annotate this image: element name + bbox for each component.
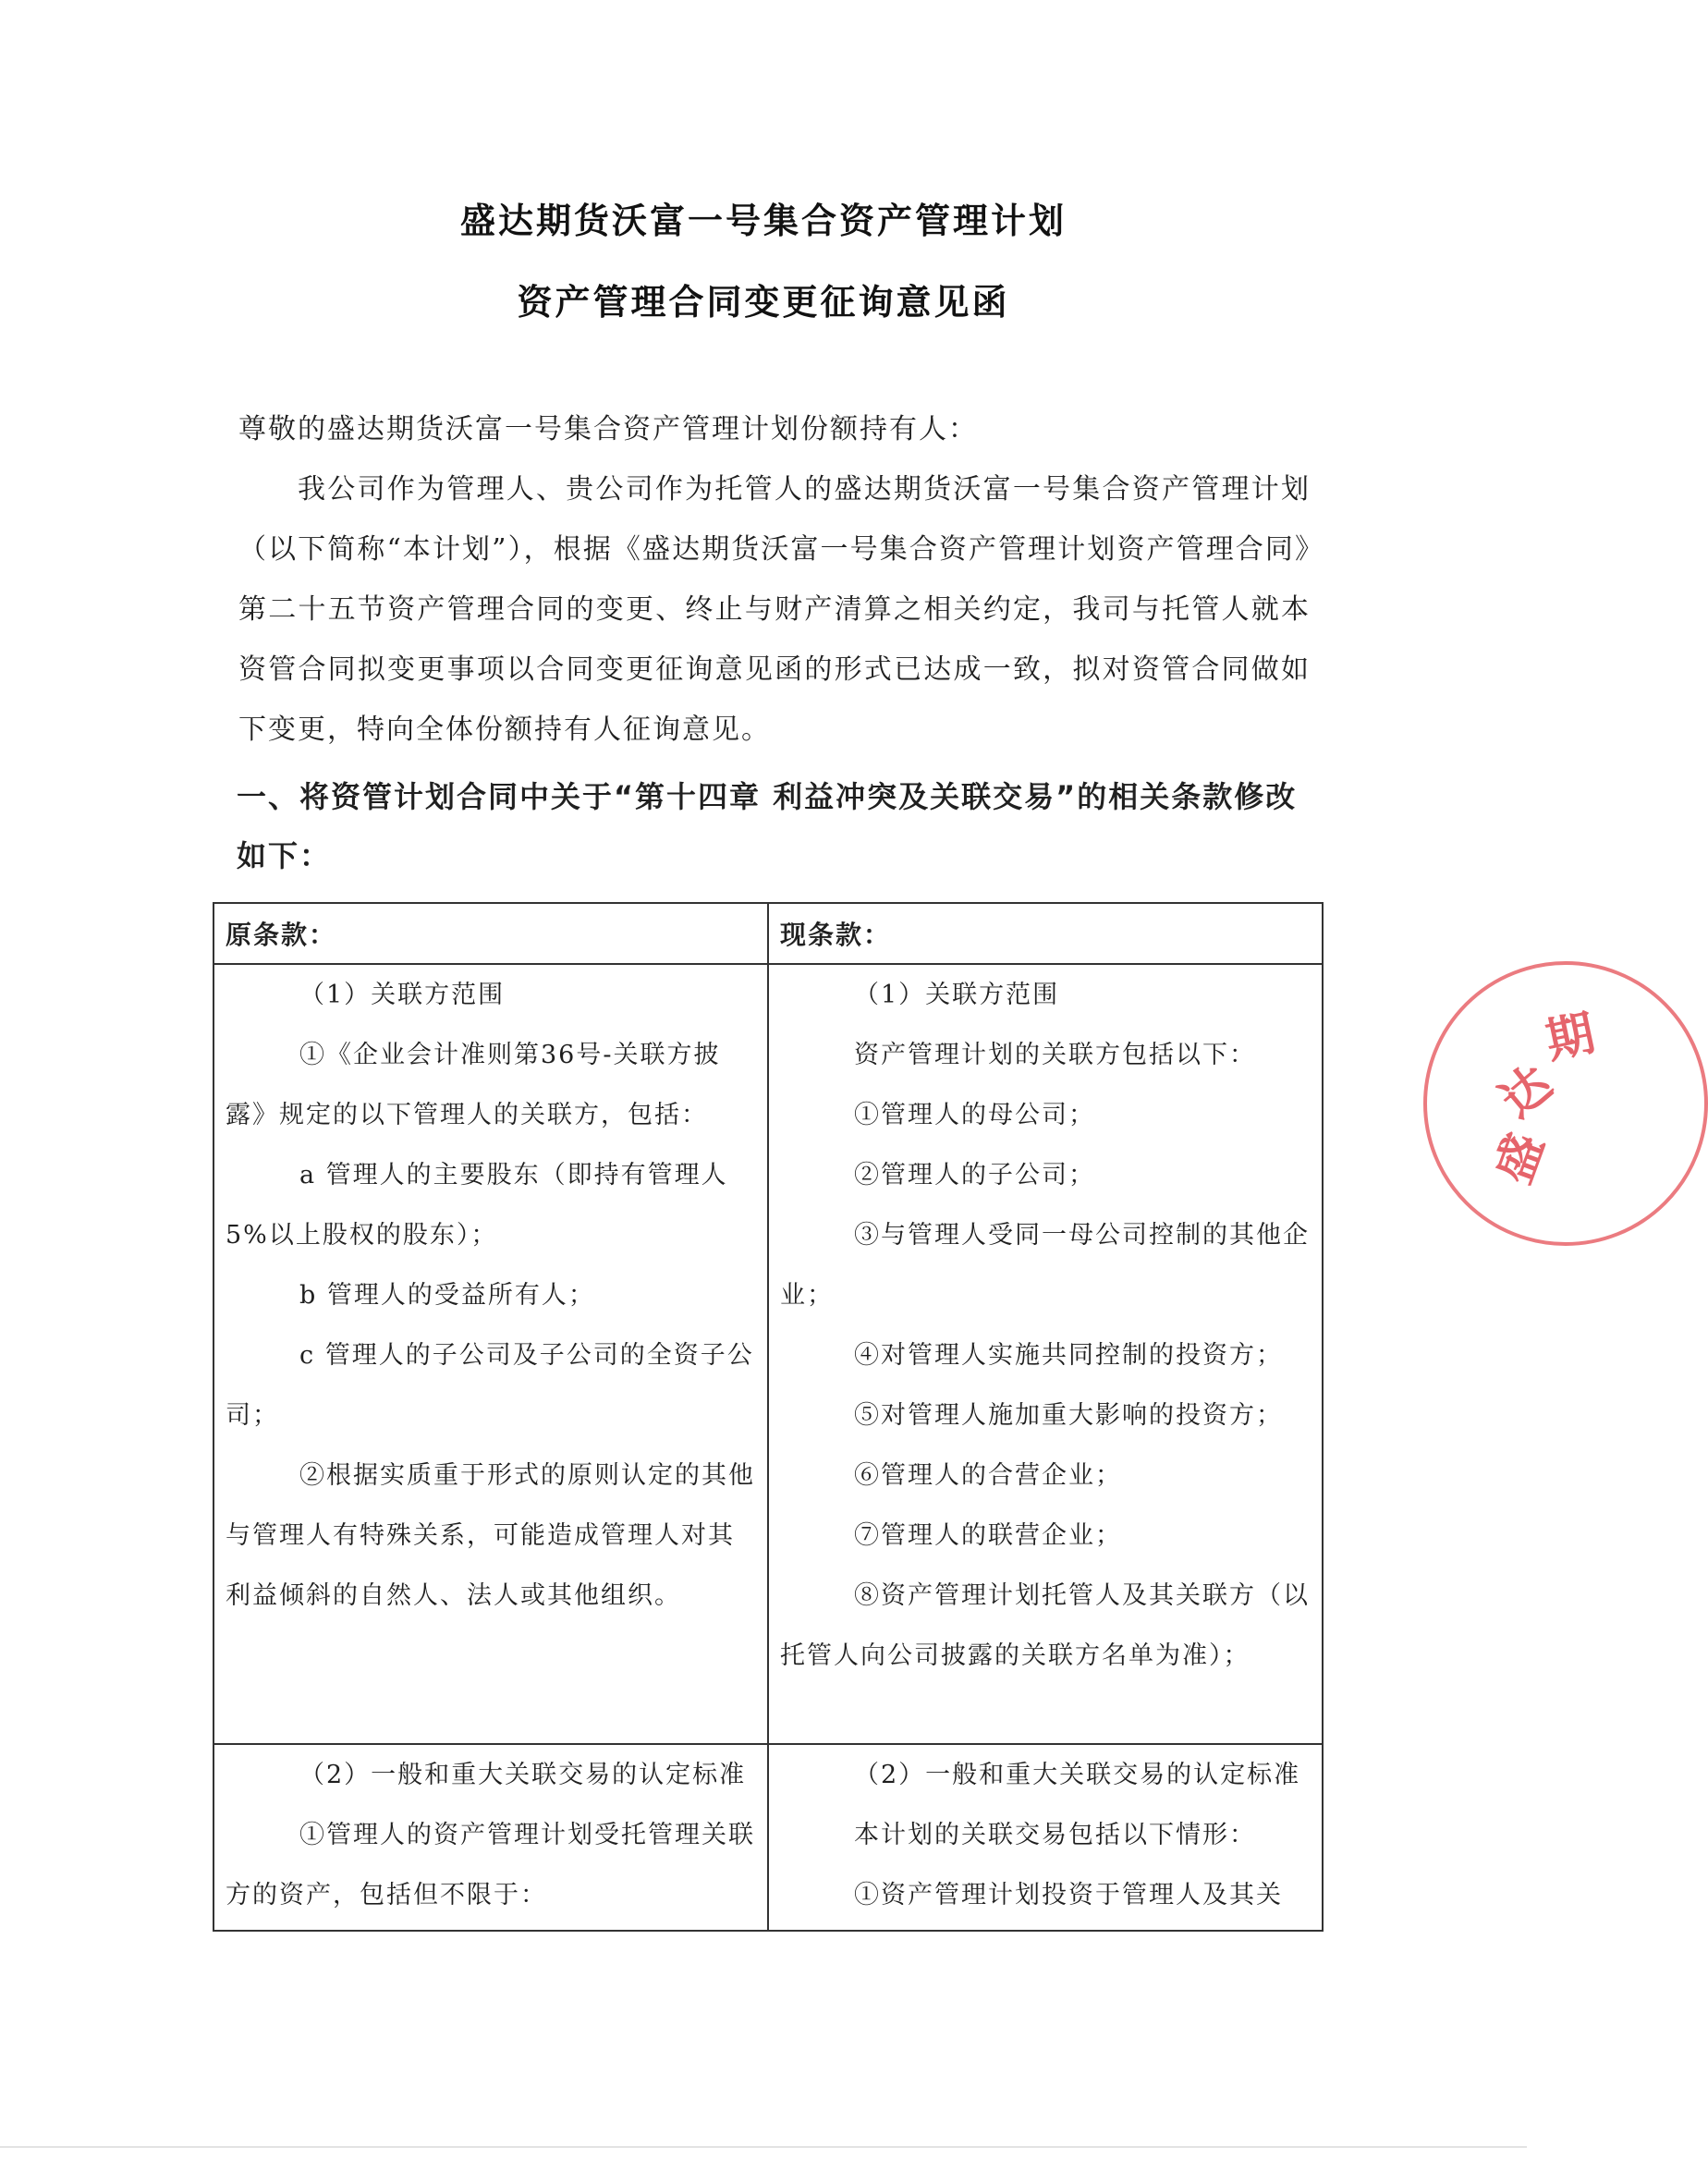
- clause-text: b 管理人的受益所有人；: [299, 1281, 595, 1310]
- document-title-line1: 盛达期货沃富一号集合资产管理计划: [459, 201, 1067, 241]
- seal-char: 达: [1490, 1055, 1563, 1129]
- clause-text: ①资产管理计划投资于管理人及其关: [854, 1881, 1283, 1909]
- table-row: [214, 1744, 1323, 1931]
- page-bottom-edge: [0, 2146, 1527, 2148]
- clause-text: （2）一般和重大关联交易的认定标准: [854, 1761, 1301, 1789]
- seal-char: 盛: [1486, 1126, 1556, 1191]
- original-clause-cell: [214, 964, 768, 1744]
- clause-text: ⑤对管理人施加重大影响的投资方；: [854, 1401, 1283, 1430]
- document-title-line2: 资产管理合同变更征询意见函: [517, 282, 1010, 323]
- clause-text: 本计划的关联交易包括以下情形：: [854, 1821, 1256, 1849]
- clause-text: ⑧资产管理计划托管人及其关联方（以托管人向公司披露的关联方名单为准）；: [780, 1581, 1310, 1670]
- clause-text: （1）关联方范围: [299, 981, 506, 1009]
- clause-text: ④对管理人实施共同控制的投资方；: [854, 1341, 1283, 1370]
- clause-text: （1）关联方范围: [854, 981, 1060, 1009]
- clause-text: ①《企业会计准则第36号-关联方披露》规定的以下管理人的关联方，包括：: [226, 1041, 721, 1129]
- current-clause-cell: [768, 964, 1323, 1744]
- clause-text: ①管理人的母公司；: [854, 1101, 1095, 1129]
- clause-text: ②管理人的子公司；: [854, 1161, 1095, 1189]
- clause-text: c 管理人的子公司及子公司的全资子公司；: [226, 1341, 754, 1430]
- clause-text: a 管理人的主要股东（即持有管理人 5%以上股权的股东）；: [226, 1161, 728, 1250]
- table-header-row: [214, 903, 1323, 964]
- original-clause-cell: [214, 1744, 768, 1931]
- header-current-clause: 现条款：: [768, 903, 1323, 964]
- clause-comparison-table: [213, 902, 1324, 1932]
- current-clause-cell: [768, 1744, 1323, 1931]
- company-seal-stamp: [1423, 961, 1708, 1246]
- clause-text: （2）一般和重大关联交易的认定标准: [299, 1761, 747, 1789]
- clause-text: ③与管理人受同一母公司控制的其他企业；: [780, 1221, 1310, 1310]
- clause-text: ⑦管理人的联营企业；: [854, 1521, 1122, 1550]
- salutation: 尊敬的盛达期货沃富一号集合资产管理计划份额持有人：: [238, 413, 978, 445]
- intro-paragraph: 我公司作为管理人、贵公司作为托管人的盛达期货沃富一号集合资产管理计划（以下简称“本计划”），根据《盛达期货沃富一号集合资产管理计划资产管理合同》第二十五节资产管理合同的变更、终止与财产清算之相关约定，我司与托管人就本资管合同拟变更事项以合同变更征询意见函的形式已达成一致，拟对资管合同做如下变更，特向全体份额持有人征询意见。: [238, 473, 1311, 746]
- table-row: [214, 964, 1323, 1744]
- clause-text: ①管理人的资产管理计划受托管理关联方的资产，包括但不限于：: [226, 1821, 755, 1909]
- header-original-clause: 原条款：: [214, 903, 768, 964]
- clause-text: ②根据实质重于形式的原则认定的其他与管理人有特殊关系，可能造成管理人对其利益倾斜的自然人、法人或其他组织。: [226, 1461, 755, 1610]
- section-1-heading: 一、将资管计划合同中关于“第十四章 利益冲突及关联交易”的相关条款修改如下：: [237, 779, 1298, 873]
- seal-char: 期: [1541, 1006, 1600, 1070]
- clause-text: ⑥管理人的合营企业；: [854, 1461, 1122, 1490]
- clause-text: 资产管理计划的关联方包括以下：: [854, 1041, 1256, 1069]
